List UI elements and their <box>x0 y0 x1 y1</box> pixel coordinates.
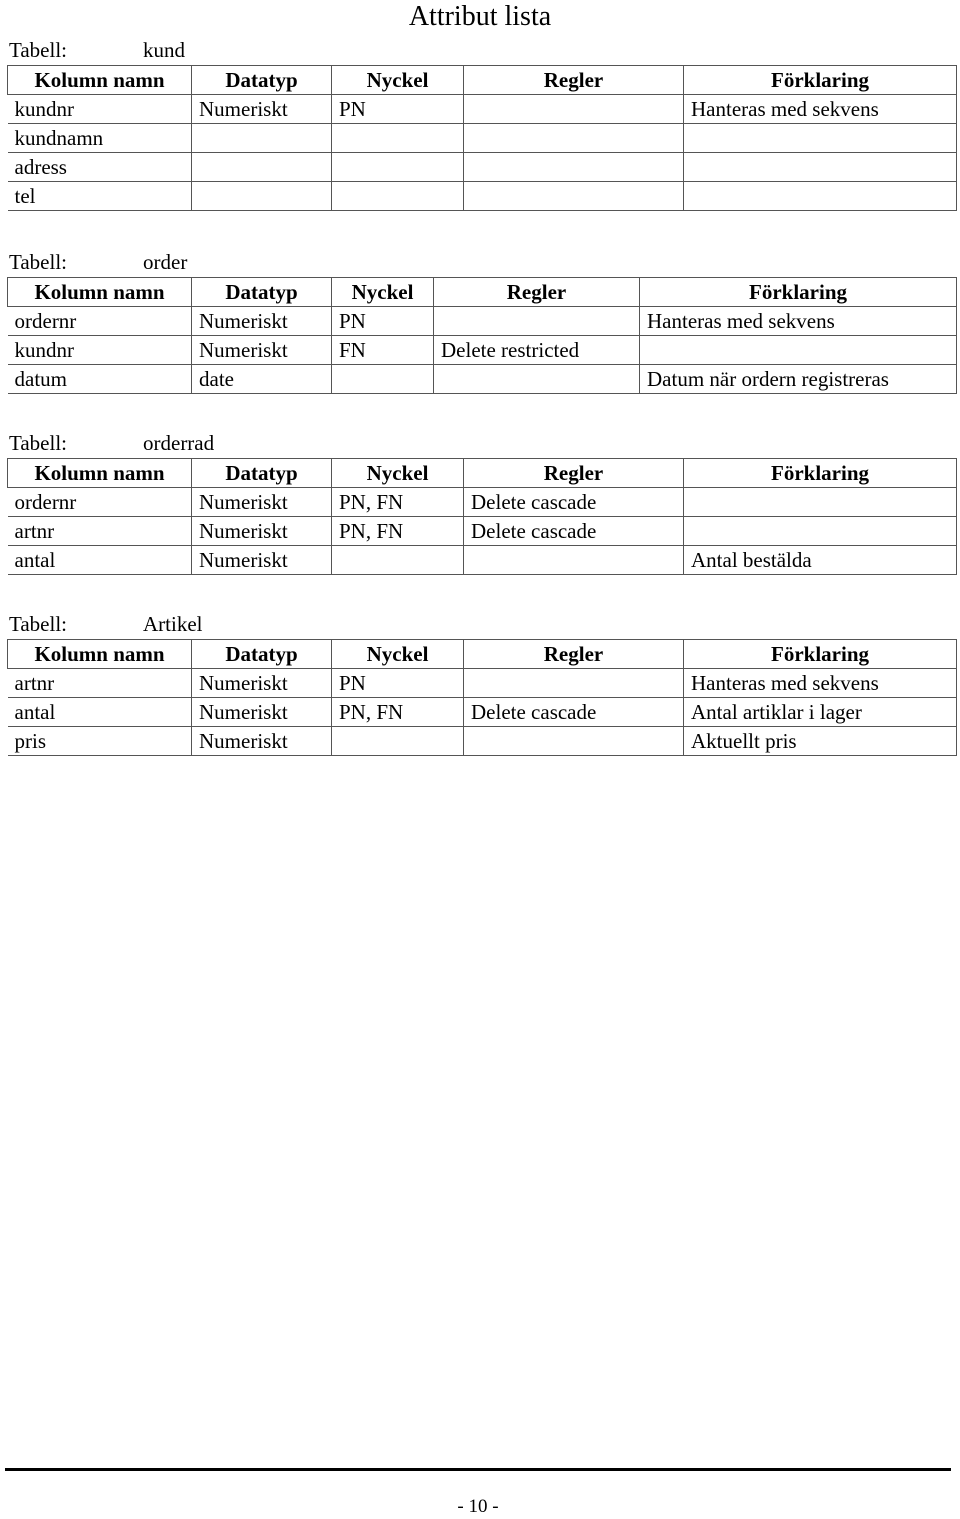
header-cell: Regler <box>434 278 640 307</box>
cell-explanation <box>640 336 957 365</box>
cell-key: FN <box>332 336 434 365</box>
cell-datatype: Numeriskt <box>192 307 332 336</box>
table-name: Artikel <box>143 612 203 636</box>
header-cell: Förklaring <box>640 278 957 307</box>
cell-explanation: Hanteras med sekvens <box>640 307 957 336</box>
table-section-artikel <box>7 609 957 756</box>
cell-rules <box>464 153 684 182</box>
header-cell: Datatyp <box>192 640 332 669</box>
cell-rules <box>464 124 684 153</box>
header-cell: Förklaring <box>684 66 957 95</box>
header-cell: Datatyp <box>192 66 332 95</box>
cell-explanation <box>684 153 957 182</box>
table-row <box>8 182 957 211</box>
cell-explanation: Hanteras med sekvens <box>684 95 957 124</box>
cell-key <box>332 365 434 394</box>
cell-explanation: Antal bestälda <box>684 546 957 575</box>
cell-datatype: Numeriskt <box>192 517 332 546</box>
cell-column-name: pris <box>8 727 192 756</box>
table-row <box>8 517 957 546</box>
cell-datatype <box>192 182 332 211</box>
table-caption <box>7 247 957 277</box>
cell-explanation <box>684 517 957 546</box>
cell-datatype: Numeriskt <box>192 546 332 575</box>
header-cell: Regler <box>464 66 684 95</box>
header-cell: Datatyp <box>192 278 332 307</box>
header-cell: Regler <box>464 640 684 669</box>
header-cell: Kolumn namn <box>8 66 192 95</box>
table-section-orderrad <box>7 428 957 575</box>
header-cell: Kolumn namn <box>8 278 192 307</box>
table-label: Tabell: <box>9 612 68 636</box>
table-caption <box>7 609 957 639</box>
table-label: Tabell: <box>9 38 68 62</box>
cell-column-name: kundnr <box>8 336 192 365</box>
header-cell: Kolumn namn <box>8 459 192 488</box>
table-caption <box>7 428 957 458</box>
attribute-table <box>7 277 957 394</box>
cell-rules <box>464 95 684 124</box>
table-label: Tabell: <box>9 431 68 455</box>
header-cell: Nyckel <box>332 459 464 488</box>
cell-column-name: tel <box>8 182 192 211</box>
header-cell: Regler <box>464 459 684 488</box>
cell-rules <box>464 546 684 575</box>
header-cell: Datatyp <box>192 459 332 488</box>
page-title: Attribut lista <box>408 1 552 32</box>
header-row <box>8 459 957 488</box>
cell-explanation <box>684 124 957 153</box>
table-row <box>8 488 957 517</box>
header-row <box>8 278 957 307</box>
cell-explanation <box>684 182 957 211</box>
cell-rules: Delete cascade <box>464 698 684 727</box>
table-name: order <box>143 250 188 274</box>
cell-column-name: artnr <box>8 517 192 546</box>
table-section-kund <box>7 35 957 211</box>
table-row <box>8 546 957 575</box>
cell-key: PN, FN <box>332 698 464 727</box>
table-name: orderrad <box>143 431 215 455</box>
cell-explanation <box>684 488 957 517</box>
table-row <box>8 153 957 182</box>
cell-explanation: Antal artiklar i lager <box>684 698 957 727</box>
cell-rules <box>464 182 684 211</box>
header-cell: Kolumn namn <box>8 640 192 669</box>
attribute-table <box>7 65 957 211</box>
cell-key: PN, FN <box>332 488 464 517</box>
cell-column-name: antal <box>8 698 192 727</box>
attribute-table <box>7 458 957 575</box>
table-row <box>8 95 957 124</box>
attribute-table <box>7 639 957 756</box>
cell-rules: Delete cascade <box>464 517 684 546</box>
cell-explanation: Aktuellt pris <box>684 727 957 756</box>
cell-key <box>332 153 464 182</box>
table-row <box>8 669 957 698</box>
cell-key <box>332 182 464 211</box>
cell-key <box>332 124 464 153</box>
header-row <box>8 66 957 95</box>
cell-key <box>332 546 464 575</box>
cell-key: PN <box>332 95 464 124</box>
header-row <box>8 640 957 669</box>
table-section-order <box>7 247 957 394</box>
cell-column-name: kundnamn <box>8 124 192 153</box>
cell-column-name: artnr <box>8 669 192 698</box>
cell-rules: Delete restricted <box>434 336 640 365</box>
table-label: Tabell: <box>9 250 68 274</box>
table-row <box>8 365 957 394</box>
table-caption <box>7 35 957 65</box>
cell-datatype: Numeriskt <box>192 669 332 698</box>
table-row <box>8 124 957 153</box>
cell-datatype: Numeriskt <box>192 336 332 365</box>
cell-column-name: ordernr <box>8 488 192 517</box>
table-name: kund <box>143 38 185 62</box>
cell-datatype: Numeriskt <box>192 727 332 756</box>
cell-key: PN, FN <box>332 517 464 546</box>
cell-datatype: Numeriskt <box>192 698 332 727</box>
cell-datatype: Numeriskt <box>192 95 332 124</box>
cell-rules: Delete cascade <box>464 488 684 517</box>
cell-datatype: date <box>192 365 332 394</box>
cell-explanation: Datum när ordern registreras <box>640 365 957 394</box>
table-row <box>8 336 957 365</box>
table-row <box>8 727 957 756</box>
header-cell: Nyckel <box>332 66 464 95</box>
cell-column-name: ordernr <box>8 307 192 336</box>
cell-column-name: adress <box>8 153 192 182</box>
header-cell: Förklaring <box>684 640 957 669</box>
header-cell: Nyckel <box>332 278 434 307</box>
cell-key: PN <box>332 669 464 698</box>
cell-column-name: kundnr <box>8 95 192 124</box>
cell-datatype <box>192 153 332 182</box>
cell-rules <box>464 727 684 756</box>
cell-explanation: Hanteras med sekvens <box>684 669 957 698</box>
table-row <box>8 698 957 727</box>
cell-key <box>332 727 464 756</box>
cell-datatype <box>192 124 332 153</box>
cell-column-name: antal <box>8 546 192 575</box>
cell-column-name: datum <box>8 365 192 394</box>
table-row <box>8 307 957 336</box>
cell-rules <box>464 669 684 698</box>
footer-divider <box>5 1468 951 1471</box>
header-cell: Nyckel <box>332 640 464 669</box>
cell-key: PN <box>332 307 434 336</box>
cell-datatype: Numeriskt <box>192 488 332 517</box>
header-cell: Förklaring <box>684 459 957 488</box>
page-number: - 10 - <box>457 1496 499 1517</box>
cell-rules <box>434 307 640 336</box>
cell-rules <box>434 365 640 394</box>
